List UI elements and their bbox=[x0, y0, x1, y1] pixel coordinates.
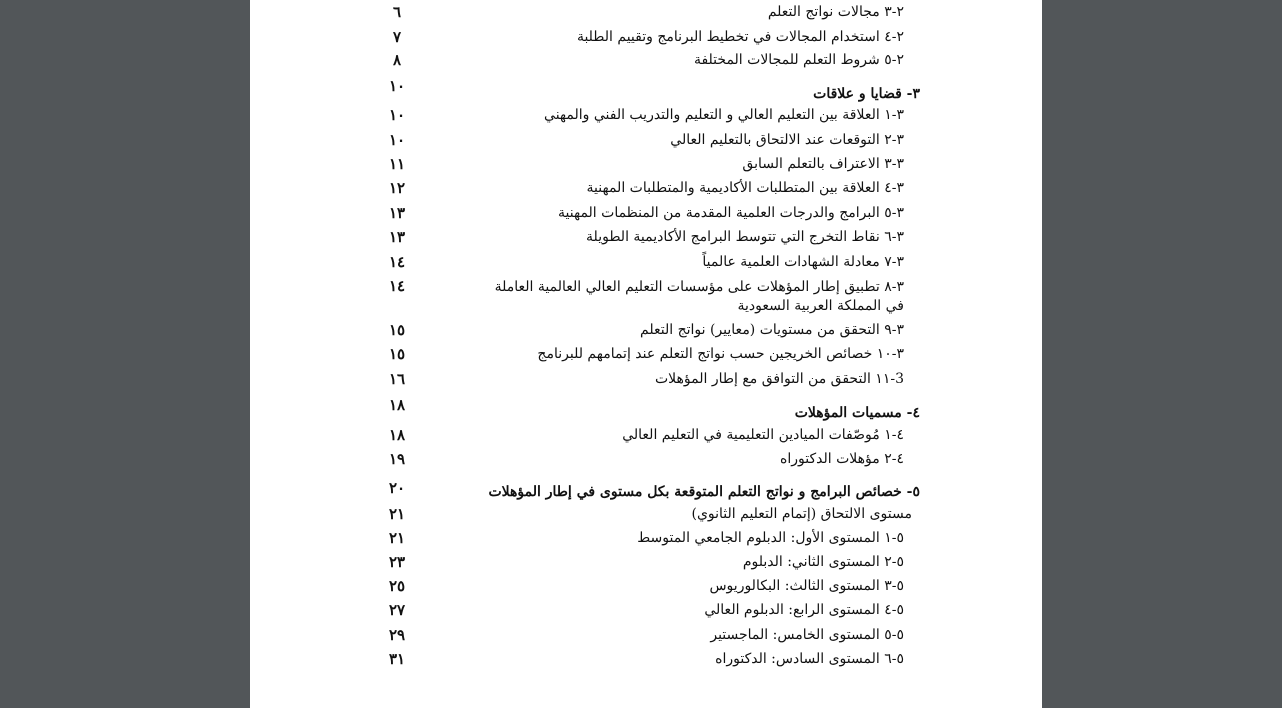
toc-entry-page-number: ١٢ bbox=[388, 179, 406, 197]
toc-entry-title: ٤-٢ مؤهلات الدكتوراه bbox=[780, 451, 904, 467]
toc-entry[interactable] bbox=[250, 229, 1042, 253]
toc-entry-title: ٥-٣ المستوى الثالث: البكالوريوس bbox=[709, 578, 904, 594]
toc-entry-title: 3-١١ التحقق من التوافق مع إطار المؤهلات bbox=[654, 371, 904, 387]
toc-entry-page-number: ١٨ bbox=[388, 396, 406, 414]
toc-entry[interactable] bbox=[250, 346, 1042, 370]
toc-entry[interactable] bbox=[250, 156, 1042, 180]
toc-entry-page-number: ١٥ bbox=[388, 321, 406, 339]
toc-entry-title: ٥-٥ المستوى الخامس: الماجستير bbox=[710, 627, 904, 643]
toc-entry-page-number: ٧ bbox=[392, 28, 402, 46]
toc-entry-title: ٣-٢ التوقعات عند الالتحاق بالتعليم العالي bbox=[670, 132, 904, 148]
toc-entry-title: ٥-٦ المستوى السادس: الدكتوراه bbox=[715, 651, 904, 667]
toc-entry[interactable] bbox=[250, 578, 1042, 602]
toc-entry-title: ٣-٣ الاعتراف بالتعلم السابق bbox=[742, 156, 904, 172]
toc-entry-title: ٥-١ المستوى الأول: الدبلوم الجامعي المتوسط bbox=[637, 530, 904, 546]
toc-entry-title: ٢-٤ استخدام المجالات في تخطيط البرنامج وتقييم الطلبة bbox=[576, 29, 904, 45]
toc-entry[interactable] bbox=[250, 427, 1042, 451]
toc-entry-page-number: ٢٠ bbox=[388, 479, 406, 497]
toc-entry-title: ٣-٦ نقاط التخرج التي تتوسط البرامج الأكاديمية الطويلة bbox=[586, 229, 904, 245]
toc-section-heading[interactable] bbox=[250, 397, 1042, 421]
toc-entry-page-number: ٢٥ bbox=[388, 577, 406, 595]
toc-entry-title: ٤-١ مُوصّفات الميادين التعليمية في التعليم العالي bbox=[622, 427, 904, 443]
toc-entry-page-number: ١٥ bbox=[388, 345, 406, 363]
toc-entry-page-number: ٢٣ bbox=[388, 553, 406, 571]
toc-section-title: ٤- مسميات المؤهلات bbox=[794, 405, 920, 421]
toc-entry[interactable] bbox=[250, 627, 1042, 651]
toc-entry-page-number: ١٣ bbox=[388, 204, 406, 222]
toc-entry-title: ٣-٥ البرامج والدرجات العلمية المقدمة من المنظمات المهنية bbox=[558, 205, 904, 221]
toc-entry[interactable] bbox=[250, 506, 1042, 530]
toc-entry-title: ٣-٩ التحقق من مستويات (معايير) نواتج التعلم bbox=[640, 322, 904, 338]
toc-entry[interactable] bbox=[250, 205, 1042, 229]
toc-entry-page-number: ١٦ bbox=[388, 370, 406, 388]
toc-entry-page-number: ١٩ bbox=[388, 450, 406, 468]
toc-entry-title: ٣-١ العلاقة بين التعليم العالي و التعليم والتدريب الفني والمهني bbox=[544, 107, 904, 123]
toc-entry[interactable] bbox=[250, 451, 1042, 475]
toc-entry-page-number: ٢١ bbox=[388, 505, 406, 523]
toc-entry-page-number: ١٠ bbox=[388, 77, 406, 95]
toc-section-title: ٣- قضايا و علاقات bbox=[813, 86, 920, 102]
toc-entry[interactable] bbox=[250, 107, 1042, 131]
toc-section-heading[interactable] bbox=[250, 480, 1042, 504]
toc-entry-title: ٥-٤ المستوى الرابع: الدبلوم العالي bbox=[704, 602, 904, 618]
toc-entry-title: ٣-٧ معادلة الشهادات العلمية عالمياً bbox=[702, 254, 904, 270]
toc-entry-page-number: ٢٩ bbox=[388, 626, 406, 644]
toc-entry[interactable] bbox=[250, 651, 1042, 675]
toc-entry-page-number: ٣١ bbox=[388, 650, 406, 668]
toc-entry[interactable] bbox=[250, 254, 1042, 278]
toc-entry-title: ٥-٢ المستوى الثاني: الدبلوم bbox=[742, 554, 904, 570]
toc-entry-page-number: ١٤ bbox=[388, 277, 406, 295]
toc-entry[interactable] bbox=[250, 278, 1042, 320]
toc-entry[interactable] bbox=[250, 530, 1042, 554]
toc-entry-title: ٣-١٠ خصائص الخريجين حسب نواتج التعلم عند إتمامهم للبرنامج bbox=[537, 346, 904, 362]
toc-entry-title: مستوى الالتحاق (إتمام التعليم الثانوي) bbox=[691, 506, 912, 522]
toc-entry-page-number: ١٤ bbox=[388, 253, 406, 271]
toc-section-title: ٥- خصائص البرامج و نواتج التعلم المتوقعة بكل مستوى في إطار المؤهلات bbox=[488, 484, 920, 500]
toc-entry-page-number: ١٨ bbox=[388, 426, 406, 444]
toc-entry-title: ٢-٣ مجالات نواتج التعلم bbox=[767, 4, 904, 20]
toc-entry[interactable] bbox=[250, 29, 1042, 53]
toc-entry[interactable] bbox=[250, 371, 1042, 395]
toc-entry[interactable] bbox=[250, 4, 1042, 28]
toc-entry-page-number: ٢١ bbox=[388, 529, 406, 547]
toc-entry[interactable] bbox=[250, 132, 1042, 156]
document-page bbox=[250, 0, 1042, 708]
toc-entry-page-number: ٨ bbox=[392, 51, 402, 69]
toc-entry[interactable] bbox=[250, 322, 1042, 346]
toc-entry-title: ٢-٥ شروط التعلم للمجالات المختلفة bbox=[693, 52, 904, 68]
toc-section-heading[interactable] bbox=[250, 78, 1042, 102]
toc-entry-page-number: ١٣ bbox=[388, 228, 406, 246]
toc-entry-title: ٣-٨ تطبيق إطار المؤهلات على مؤسسات التعليم العالي العالمية العاملة في المملكة العربية السعودية bbox=[494, 279, 904, 314]
toc-entry-page-number: ١٠ bbox=[388, 131, 406, 149]
toc-entry[interactable] bbox=[250, 180, 1042, 204]
toc-entry-page-number: ١٠ bbox=[388, 106, 406, 124]
toc-entry-page-number: ٦ bbox=[392, 3, 402, 21]
toc-entry[interactable] bbox=[250, 554, 1042, 578]
toc-entry-page-number: ٢٧ bbox=[388, 601, 406, 619]
toc-entry-page-number: ١١ bbox=[388, 155, 406, 173]
toc-entry[interactable] bbox=[250, 602, 1042, 626]
toc-entry[interactable] bbox=[250, 52, 1042, 76]
toc-entry-title: ٣-٤ العلاقة بين المتطلبات الأكاديمية والمتطلبات المهنية bbox=[586, 180, 904, 196]
